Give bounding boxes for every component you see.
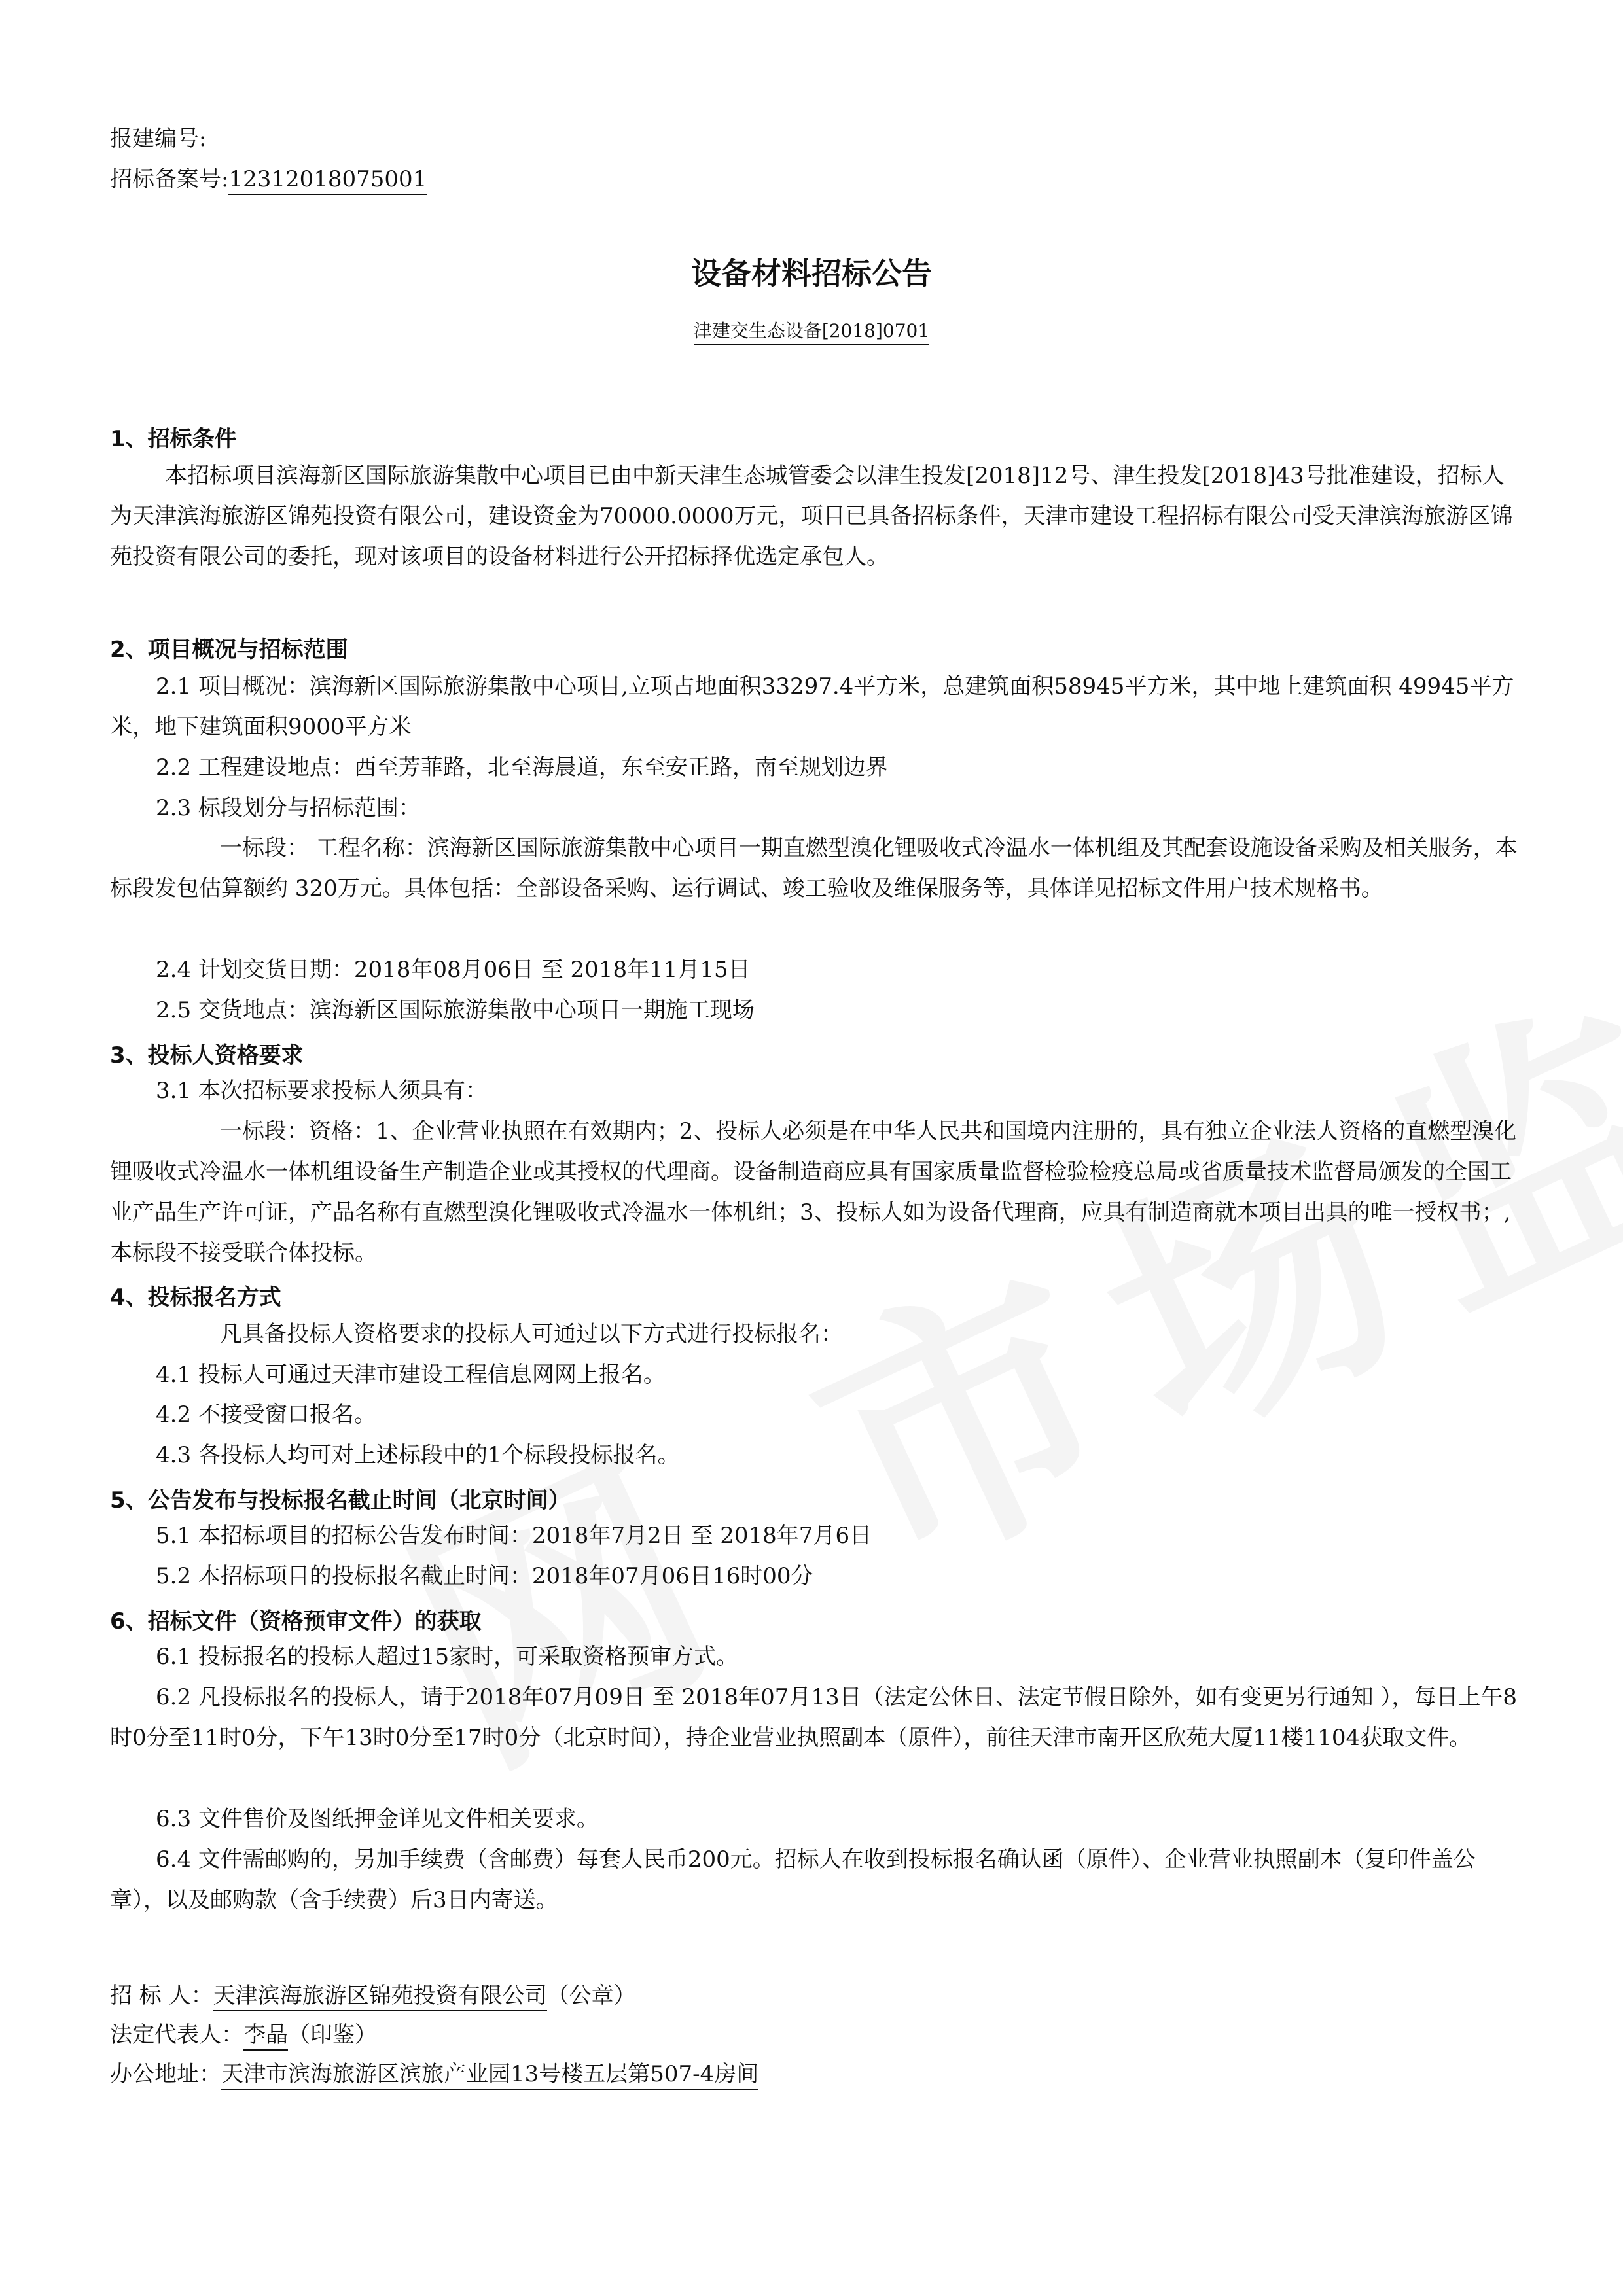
section-2-5: 2.5 交货地点：滨海新区国际旅游集散中心项目一期施工现场 [156,997,755,1023]
section-4-2: 4.2 不接受窗口报名。 [156,1402,376,1428]
section-3-heading: 3、投标人资格要求 [110,1042,304,1069]
record-number-value: 12312018075001 [228,166,427,195]
section-2-4: 2.4 计划交货日期：2018年08月06日 至 2018年11月15日 [156,957,751,983]
section-6-2: 6.2 凡投标报名的投标人，请于2018年07月09日 至 2018年07月13日（法定公休日、法定节假日除外，如有变更另行通知 ），每日上午8时0分至11时0分，下午13时0分至17时0分（北京时间），持企业营业执照副本（原件），前往天津市南开区欣苑大厦11楼1104获取文件。 [110,1684,1518,1751]
section-2-2: 2.2 工程建设地点：西至芳菲路，北至海晨道，东至安正路，南至规划边界 [156,754,888,781]
address-label: 办公地址： [110,2061,221,2087]
section-5-2: 5.2 本招标项目的投标报名截止时间：2018年07月06日16时00分 [156,1563,813,1589]
section-2-heading: 2、项目概况与招标范围 [110,637,348,663]
document-number-value: 津建交生态设备[2018]0701 [694,320,929,345]
section-4-3: 4.3 各投标人均可对上述标段中的1个标段投标报名。 [156,1442,680,1468]
section-3-1-lot: 一标段：资格：1、企业营业执照在有效期内；2、投标人必须是在中华人民共和国境内注册的，具有独立企业法人资格的直燃型溴化锂吸收式冷温水一体机组设备生产制造企业或其授权的代理商。设备制造商应具有国家质量监督检验检疫总局或省质量技术监督局颁发的全国工业产品生产许可证，产品名称有直燃型溴化锂吸收式冷温水一体机组；3、投标人如为设备代理商，应具有制造商就本项目出具的唯一授权书；,本标段不接受联合体投标。 [110,1118,1517,1266]
section-6-heading: 6、招标文件（资格预审文件）的获取 [110,1608,482,1634]
tenderer [110,1981,636,2010]
tenderer-suffix: （公章） [546,1983,636,2009]
section-6-4: 6.4 文件需邮购的，另加手续费（含邮费）每套人民币200元。招标人在收到投标报名确认函（原件）、企业营业执照副本（复印件盖公章），以及邮购款（含手续费）后3日内寄送。 [110,1846,1476,1913]
page-title: 设备材料招标公告 [691,256,932,291]
section-3-1: 3.1 本次招标要求投标人须具有： [156,1078,488,1104]
section-1-body: 本招标项目滨海新区国际旅游集散中心项目已由中新天津生态城管委会以津生投发[2018]12号、津生投发[2018]43号批准建设，招标人为天津滨海旅游区锦苑投资有限公司，建设资金为70000.0000万元，项目已具备招标条件，天津市建设工程招标有限公司受天津滨海旅游区锦苑投资有限公司的委托，现对该项目的设备材料进行公开招标择优选定承包人。 [110,463,1513,570]
tenderer-label: 招 标 人： [110,1983,213,2009]
section-4-heading: 4、投标报名方式 [110,1284,281,1311]
tenderer-value: 天津滨海旅游区锦苑投资有限公司 [213,1983,547,2011]
section-6-3: 6.3 文件售价及图纸押金详见文件相关要求。 [156,1806,599,1832]
section-4-1: 4.1 投标人可通过天津市建设工程信息网网上报名。 [156,1362,666,1388]
report-number-label: 报建编号: [110,126,207,152]
record-number-label: 招标备案号: [110,166,229,192]
section-2-1: 2.1 项目概况：滨海新区国际旅游集散中心项目,立项占地面积33297.4平方米，总建筑面积58945平方米，其中地上建筑面积 49945平方米，地下建筑面积9000平方米 [110,673,1514,740]
section-1-heading: 1、招标条件 [110,426,237,452]
section-6-1: 6.1 投标报名的投标人超过15家时，可采取资格预审方式。 [156,1644,739,1670]
document-number [0,317,1623,343]
record-number [110,165,427,194]
section-5-1: 5.1 本招标项目的招标公告发布时间：2018年7月2日 至 2018年7月6日 [156,1523,872,1549]
legal-representative [110,2021,377,2049]
rep-label: 法定代表人： [110,2022,243,2048]
section-2-3: 2.3 标段划分与招标范围： [156,795,421,821]
section-4-intro: 凡具备投标人资格要求的投标人可通过以下方式进行投标报名： [220,1321,843,1347]
section-5-heading: 5、公告发布与投标报名截止时间（北京时间） [110,1487,571,1513]
rep-suffix: （印鉴） [288,2022,377,2048]
address-value: 天津市滨海旅游区滨旅产业园13号楼五层第507-4房间 [221,2061,758,2090]
section-2-3-lot: 一标段： 工程名称：滨海新区国际旅游集散中心项目一期直燃型溴化锂吸收式冷温水一体机组及其配套设施设备采购及相关服务，本标段发包估算额约 320万元。具体包括：全部设备采购、运行调试、竣工验收及维保服务等，具体详见招标文件用户技术规格书。 [110,835,1518,902]
office-address [110,2060,758,2089]
rep-value: 李晶 [243,2022,288,2051]
